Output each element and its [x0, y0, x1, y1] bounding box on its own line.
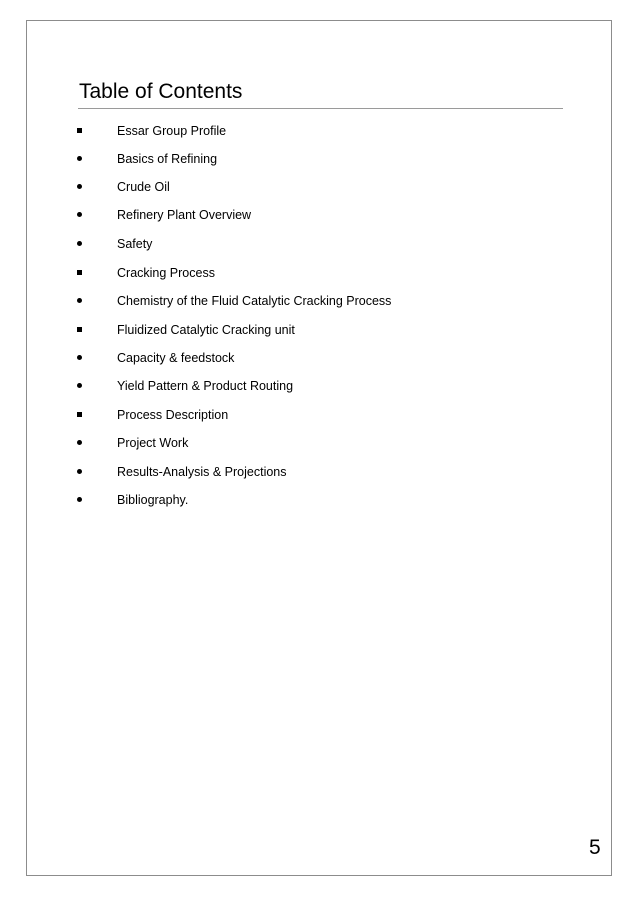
toc-item-label: Basics of Refining [117, 152, 218, 166]
bullet-icon [77, 184, 82, 189]
bullet-icon [77, 241, 82, 246]
toc-item [0, 322, 560, 340]
toc-item-label: Cracking Process [117, 266, 215, 280]
bullet-icon [77, 469, 82, 474]
toc-item [0, 151, 560, 169]
bullet-icon [77, 128, 82, 133]
toc-item [0, 350, 560, 368]
toc-item-label: Essar Group Profile [117, 124, 227, 138]
toc-item-label: Bibliography. [117, 493, 189, 507]
toc-item-label: Yield Pattern & Product Routing [117, 379, 294, 393]
toc-item-label: Process Description [117, 408, 229, 422]
toc-item [0, 435, 560, 453]
toc-item [0, 293, 560, 311]
toc-item-label: Safety [117, 237, 153, 251]
bullet-icon [77, 355, 82, 360]
toc-item [0, 464, 560, 482]
toc-item-label: Results-Analysis & Projections [117, 465, 287, 479]
toc-item-label: Fluidized Catalytic Cracking unit [117, 323, 295, 337]
bullet-icon [77, 298, 82, 303]
bullet-icon [77, 412, 82, 417]
toc-item-label: Chemistry of the Fluid Catalytic Cracking Process [117, 294, 392, 308]
toc-item [0, 378, 560, 396]
toc-item [0, 123, 560, 141]
toc-item-label: Project Work [117, 436, 189, 450]
toc-item-label: Capacity & feedstock [117, 351, 235, 365]
toc-item [0, 207, 560, 225]
toc-item [0, 492, 560, 510]
page-title: Table of Contents [79, 80, 243, 103]
toc-item-label: Refinery Plant Overview [117, 208, 252, 222]
toc-item-label: Crude Oil [117, 180, 170, 194]
toc-item [0, 236, 560, 254]
bullet-icon [77, 440, 82, 445]
bullet-icon [77, 383, 82, 388]
bullet-icon [77, 327, 82, 332]
page-number: 5 [589, 836, 601, 859]
bullet-icon [77, 212, 82, 217]
bullet-icon [77, 156, 82, 161]
toc-item [0, 265, 560, 283]
toc-item [0, 179, 560, 197]
toc-item [0, 407, 560, 425]
bullet-icon [77, 497, 82, 502]
bullet-icon [77, 270, 82, 275]
title-divider [78, 108, 563, 109]
